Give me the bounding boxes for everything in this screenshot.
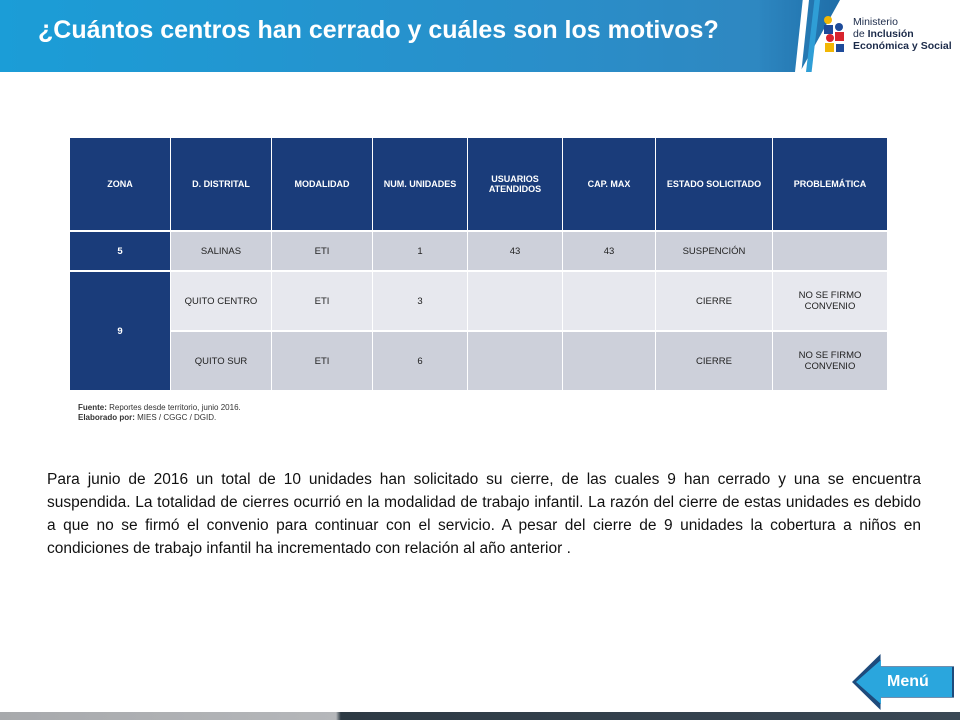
cell-problematica: NO SE FIRMO CONVENIO — [773, 331, 888, 390]
closures-table — [70, 138, 888, 390]
column-header-usuarios: USUARIOS ATENDIDOS — [468, 138, 563, 231]
summary-paragraph: Para junio de 2016 un total de 10 unidades han solicitado su cierre, de las cuales 9 han cerrado y una se encuentra suspendida. La totalidad de cierres ocurrió en la modalidad de trabajo infantil. La razón del cierre de estas unidades es debido a que no se firmó el convenio para continuar con el servicio. A pesar del cierre de 9 unidades la cobertura a niños en condiciones de trabajo infantil ha incrementado con relación al año anterior . — [47, 471, 921, 557]
cell-estado: SUSPENCIÓN — [656, 231, 773, 271]
page-title: ¿Cuántos centros han cerrado y cuáles son los motivos? — [38, 16, 719, 44]
table-row — [70, 271, 888, 331]
table-header-row — [70, 138, 888, 231]
ministry-logo — [815, 10, 955, 60]
table-row — [70, 331, 888, 390]
cell-modalidad: ETI — [272, 231, 373, 271]
source-label: Fuente: — [78, 403, 107, 412]
author-text: MIES / CGGC / DGID. — [134, 413, 217, 422]
logo-line-3 — [853, 40, 952, 52]
author-label: Elaborado por: — [78, 413, 135, 422]
cell-usuarios — [468, 331, 563, 390]
cell-unidades: 1 — [373, 231, 468, 271]
source-note — [78, 403, 241, 423]
cell-problematica: NO SE FIRMO CONVENIO — [773, 271, 888, 331]
cell-distrital: QUITO SUR — [171, 331, 272, 390]
cell-zona: 9 — [70, 271, 171, 390]
column-header-problematica: PROBLEMÁTICA — [773, 138, 888, 231]
header — [0, 0, 960, 72]
cell-estado: CIERRE — [656, 331, 773, 390]
menu-button[interactable] — [852, 654, 954, 710]
logo-line-2 — [853, 28, 952, 40]
cell-unidades: 3 — [373, 271, 468, 331]
cell-zona: 5 — [70, 231, 171, 271]
column-header-cap-max: CAP. MAX — [563, 138, 656, 231]
menu-label: Menú — [887, 673, 929, 690]
column-header-estado: ESTADO SOLICITADO — [656, 138, 773, 231]
source-line — [78, 403, 241, 413]
cell-unidades: 6 — [373, 331, 468, 390]
cell-problematica — [773, 231, 888, 271]
logo-text — [853, 16, 952, 52]
column-header-distrital: D. DISTRITAL — [171, 138, 272, 231]
cell-distrital: QUITO CENTRO — [171, 271, 272, 331]
column-header-zona: ZONA — [70, 138, 171, 231]
source-text: Reportes desde territorio, junio 2016. — [106, 403, 241, 412]
cell-usuarios: 43 — [468, 231, 563, 271]
column-header-modalidad: MODALIDAD — [272, 138, 373, 231]
logo-line-3-bold: Económica y Social — [853, 40, 952, 52]
cell-cap-max — [563, 271, 656, 331]
logo-line-2-bold: Inclusión — [867, 28, 914, 40]
author-line — [78, 413, 241, 423]
cell-distrital: SALINAS — [171, 231, 272, 271]
bottom-bar — [0, 712, 960, 720]
column-header-unidades: NUM. UNIDADES — [373, 138, 468, 231]
logo-icon — [821, 14, 847, 56]
cell-modalidad: ETI — [272, 271, 373, 331]
cell-usuarios — [468, 271, 563, 331]
logo-line-1: Ministerio — [853, 16, 898, 28]
cell-cap-max: 43 — [563, 231, 656, 271]
logo-line-2-prefix: de — [853, 28, 868, 40]
table-row — [70, 231, 888, 271]
cell-modalidad: ETI — [272, 331, 373, 390]
cell-cap-max — [563, 331, 656, 390]
cell-estado: CIERRE — [656, 271, 773, 331]
